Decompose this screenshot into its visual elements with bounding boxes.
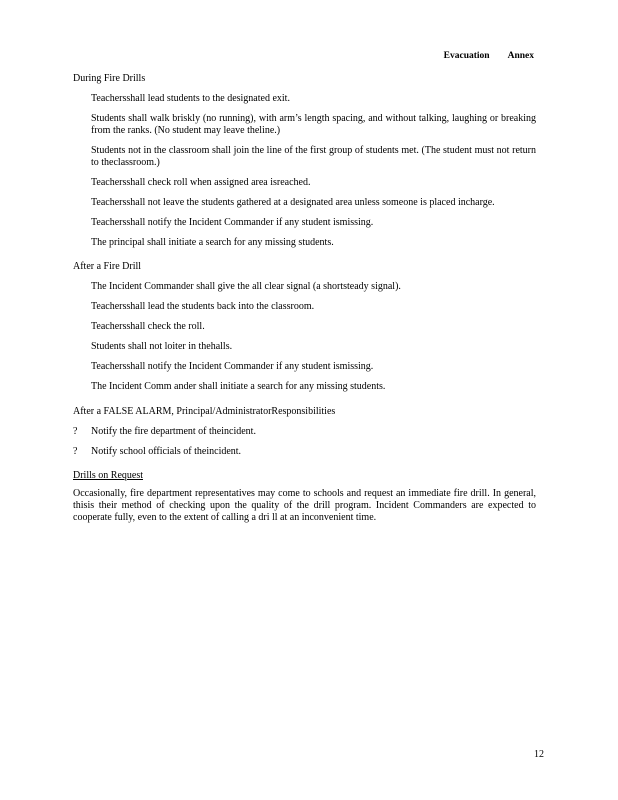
list-item — [73, 426, 536, 438]
list-item — [73, 177, 536, 189]
list-item-text: The principal shall initiate a search for any missing students. — [91, 237, 334, 248]
list-item-text: Teachersshall check roll when assigned area isreached. — [91, 177, 311, 188]
header-annex: Annex — [507, 51, 534, 61]
list-item — [73, 361, 536, 373]
list-item-text: Teachersshall lead students to the designated exit. — [91, 93, 290, 104]
bullet-glyph: ? — [73, 446, 78, 457]
list-during-fire-drills — [73, 93, 536, 249]
list-item — [73, 237, 536, 249]
list-item — [73, 381, 536, 393]
list-item-text: Teachersshall notify the Incident Commander if any student ismissing. — [91, 217, 374, 228]
list-item — [73, 341, 536, 353]
list-item-text: The Incident Comm ander shall initiate a search for any missing students. — [91, 381, 386, 392]
list-item-text: Notify the fire department of theincident. — [91, 426, 256, 437]
list-item — [73, 197, 536, 209]
list-false-alarm — [73, 426, 536, 458]
list-item — [73, 145, 536, 169]
list-item-text: Teachersshall not leave the students gathered at a designated area unless someone is placed incharge. — [91, 197, 495, 208]
page-header — [444, 50, 534, 62]
list-item-text: Students shall not loiter in thehalls. — [91, 341, 233, 352]
list-item-text: Teachersshall lead the students back into the classroom. — [91, 301, 315, 312]
list-item — [73, 93, 536, 105]
list-item — [73, 446, 536, 458]
heading-during-fire-drills: During Fire Drills — [73, 73, 146, 84]
paragraph-drills-on-request: Occasionally, fire department representatives may come to schools and request an immediate fire drill. In general, thisis their method of checking upon the quality of the drill program. Incident Commanders are expected to cooperate fully, even to the extent of calling a dri ll at an inconvenient time. — [73, 488, 536, 523]
list-item — [73, 281, 536, 293]
list-item-text: Students not in the classroom shall join the line of the first group of students met. (The student must not return to theclassroom.) — [91, 145, 536, 168]
document-body — [73, 73, 536, 524]
list-item-text: The Incident Commander shall give the all clear signal (a shortsteady signal). — [91, 281, 401, 292]
list-item-text: Teachersshall check the roll. — [91, 321, 205, 332]
heading-after-fire-drill: After a Fire Drill — [73, 261, 142, 272]
list-item-text: Teachersshall notify the Incident Commander if any student ismissing. — [91, 361, 374, 372]
bullet-glyph: ? — [73, 426, 78, 437]
list-item — [73, 301, 536, 313]
list-after-fire-drill — [73, 281, 536, 393]
list-item — [73, 217, 536, 229]
heading-drills-on-request: Drills on Request — [73, 470, 143, 481]
list-item-text: Students shall walk briskly (no running), with arm’s length spacing, and without talking, laughing or breaking from the ranks. (No student may leave theline.) — [91, 113, 536, 136]
list-item — [73, 321, 536, 333]
list-item-text: Notify school officials of theincident. — [91, 446, 242, 457]
list-item — [73, 113, 536, 137]
heading-false-alarm: After a FALSE ALARM, Principal/AdministratorResponsibilities — [73, 406, 336, 417]
page-number: 12 — [534, 749, 544, 760]
header-title: Evacuation — [443, 51, 490, 61]
